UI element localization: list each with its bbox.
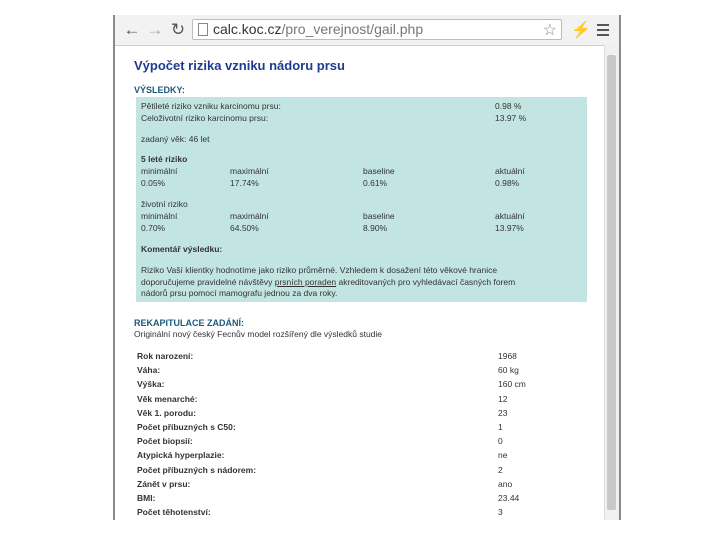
recap-label: Rok narození:: [137, 351, 194, 361]
arrow-right-icon: →: [146, 20, 164, 39]
lifetime-value: 0.70%: [141, 223, 166, 233]
recap-row: [137, 493, 557, 507]
recap-row: [137, 479, 557, 493]
recap-row: [137, 351, 557, 365]
recap-row: [137, 450, 557, 464]
forward-button[interactable]: [145, 20, 165, 40]
recap-value: 60 kg: [498, 365, 519, 376]
five-year-header: baseline: [363, 166, 395, 176]
recap-label: Věk menarché:: [137, 393, 198, 404]
recap-value: 23.44: [498, 493, 520, 503]
recap-subtitle: Originální nový český Fecnův model rozšířený dle výsledků studie: [134, 329, 383, 339]
recap-row: [137, 408, 557, 422]
reload-button[interactable]: [168, 20, 188, 40]
lifetime-value: 64.50%: [230, 223, 259, 233]
recap-value: 160 cm: [498, 379, 526, 390]
five-year-risk-label: Pětileté riziko vzniku karcinomu prsu:: [141, 101, 281, 111]
scrollbar-thumb[interactable]: [607, 55, 616, 510]
recap-label: Atypická hyperplazie:: [137, 450, 225, 461]
recap-row: [137, 379, 557, 393]
recap-row: [137, 365, 557, 379]
recap-value: 2: [498, 464, 503, 475]
lifetime-value: 8.90%: [363, 223, 388, 233]
recap-label: BMI:: [137, 493, 156, 503]
comment-heading: Komentář výsledku:: [141, 244, 223, 254]
recap-label: Výška:: [137, 379, 165, 390]
reload-icon: ↻: [170, 20, 186, 39]
lifetime-risk-value: 13.97 %: [495, 113, 527, 123]
five-year-value: 0.98%: [495, 178, 520, 188]
recap-row: [137, 394, 557, 408]
comment-text: doporučujeme pravidelné návštěvy: [141, 277, 275, 287]
address-bar[interactable]: [192, 19, 562, 40]
comment-text: akreditovaných pro vyhledávací časných forem: [336, 277, 516, 287]
recap-label: Počet příbuzných s C50:: [137, 422, 236, 432]
star-icon[interactable]: ☆: [542, 22, 557, 39]
lifetime-header: maximální: [230, 211, 269, 221]
menu-icon[interactable]: [597, 24, 609, 39]
recap-label: Věk 1. porodu:: [137, 407, 197, 418]
scrollbar[interactable]: [604, 45, 619, 520]
results-panel: [136, 97, 587, 302]
comment-link[interactable]: prsních poraden: [274, 277, 337, 287]
comment-line: [141, 277, 515, 287]
recap-row: [137, 465, 557, 479]
recap-value: 1: [498, 422, 503, 432]
lightning-icon[interactable]: ⚡: [571, 22, 591, 39]
recap-label: Váha:: [137, 365, 161, 376]
recap-row: [137, 422, 557, 436]
recap-row: [137, 507, 557, 520]
lifetime-block-title: životní riziko: [141, 199, 188, 209]
lifetime-value: 13.97%: [495, 223, 524, 233]
five-year-risk-value: 0.98 %: [495, 101, 522, 111]
five-year-header: maximální: [230, 166, 269, 176]
recap-value: ne: [498, 450, 508, 461]
lifetime-header: baseline: [363, 211, 395, 221]
url-host: calc.koc.cz: [213, 21, 282, 37]
five-year-block-title: 5 leté riziko: [141, 154, 188, 164]
five-year-value: 0.61%: [363, 178, 388, 188]
arrow-left-icon: ←: [123, 20, 141, 39]
recap-label: Počet příbuzných s nádorem:: [137, 464, 257, 475]
page-icon: [198, 23, 208, 36]
recap-value: 3: [498, 507, 503, 518]
lifetime-header: aktuální: [495, 211, 525, 221]
recap-value: 0: [498, 436, 503, 447]
recap-heading: REKAPITULACE ZADÁNÍ:: [134, 318, 244, 328]
url-text: [213, 21, 423, 37]
recap-label: Počet těhotenství:: [137, 507, 211, 518]
five-year-header: minimální: [141, 166, 178, 176]
recap-label: Zánět v prsu:: [137, 478, 191, 489]
recap-label: Počet biopsií:: [137, 436, 193, 447]
recap-value: 23: [498, 407, 508, 418]
url-path: /pro_verejnost/gail.php: [281, 21, 424, 37]
five-year-value: 0.05%: [141, 178, 166, 188]
lifetime-risk-label: Celoživotní riziko karcinomu prsu:: [141, 113, 269, 123]
recap-row: [137, 436, 557, 450]
lifetime-header: minimální: [141, 211, 178, 221]
browser-toolbar: [115, 15, 619, 46]
page-title: Výpočet rizika vzniku nádoru prsu: [134, 58, 345, 73]
recap-value: 12: [498, 393, 508, 404]
age-text: zadaný věk: 46 let: [141, 134, 210, 144]
comment-line: nádorů prsu pomocí mamografu jednou za dva roky.: [141, 288, 338, 298]
comment-line: Riziko Vaší klientky hodnotíme jako riziko průměrné. Vzhledem k dosažení této věkové hranice: [141, 265, 498, 275]
recap-value: 1968: [498, 351, 517, 361]
back-button[interactable]: [122, 20, 142, 40]
five-year-header: aktuální: [495, 166, 525, 176]
five-year-value: 17.74%: [230, 178, 259, 188]
results-heading: VÝSLEDKY:: [134, 85, 185, 95]
recap-value: ano: [498, 478, 513, 489]
browser-window: [113, 15, 621, 520]
